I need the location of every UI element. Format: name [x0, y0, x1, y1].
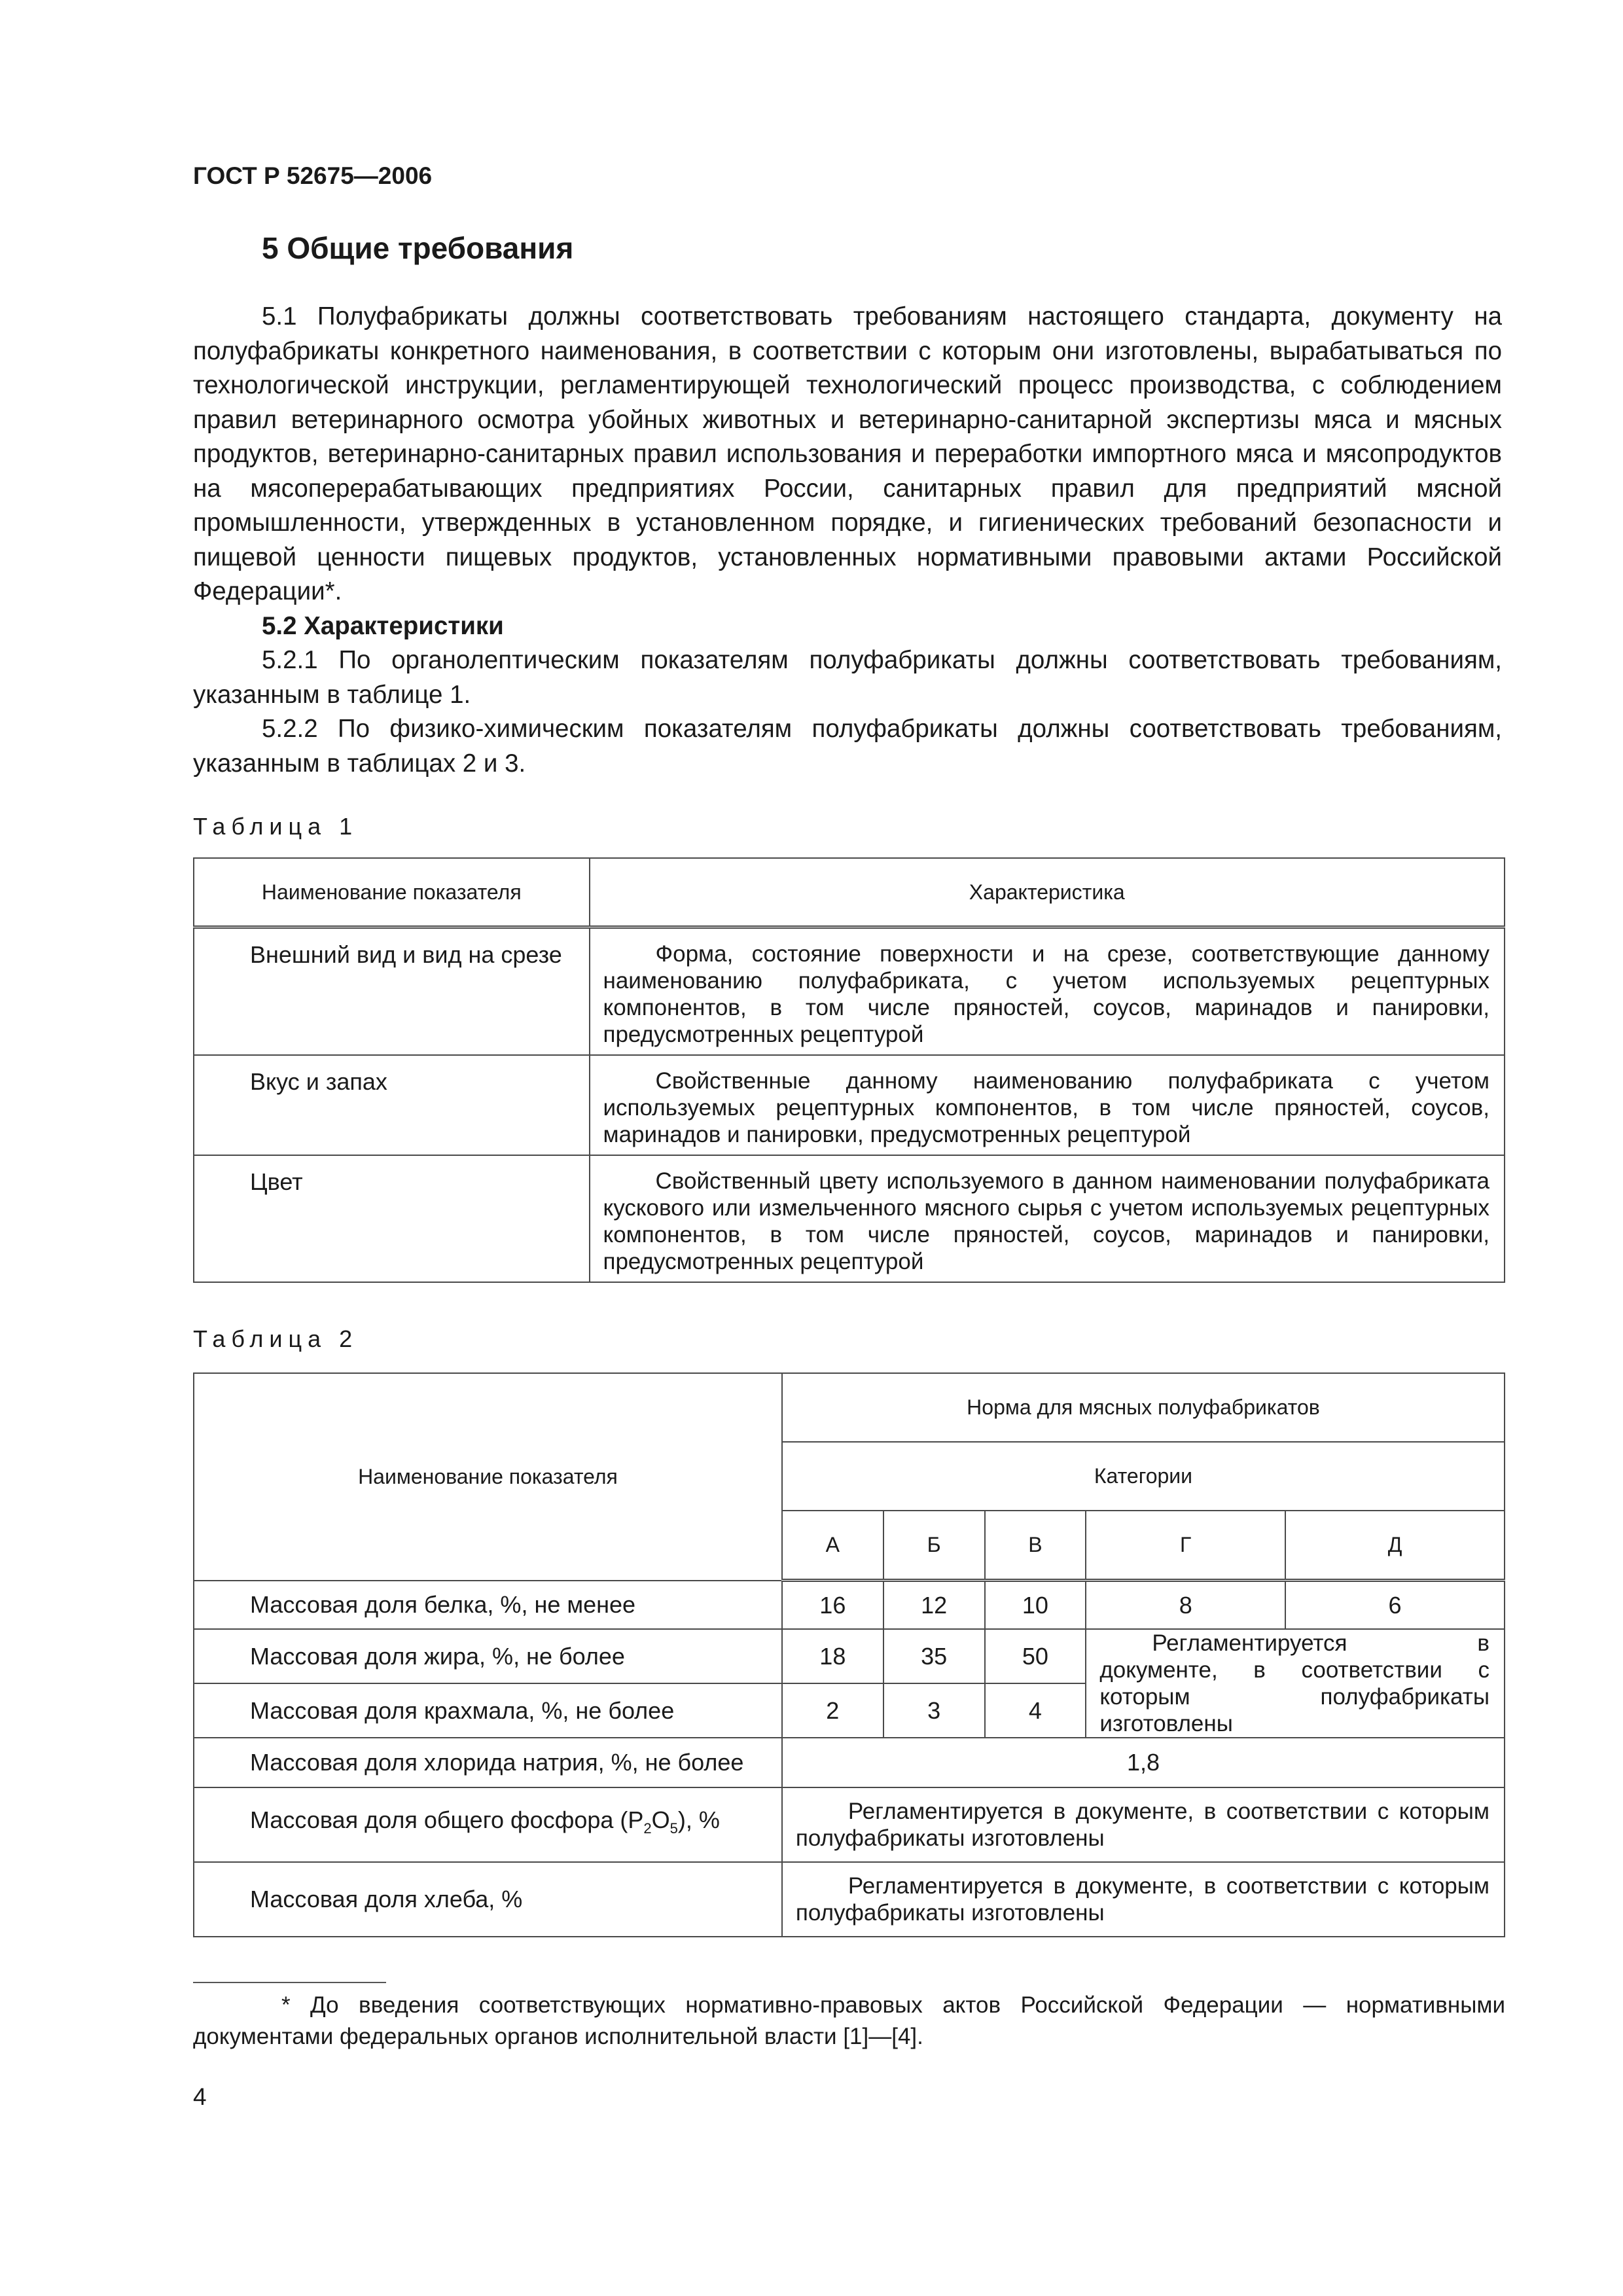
table-row [194, 1787, 1505, 1862]
table-1 [193, 857, 1505, 1283]
category-header: Г [1086, 1511, 1285, 1581]
table-2-caption: Таблица 2 [193, 1325, 359, 1352]
table-1-caption: Таблица 1 [193, 813, 359, 840]
row-name: Внешний вид и вид на срезе [194, 927, 590, 1056]
table-header-row [194, 1373, 1505, 1442]
column-header-characteristic: Характеристика [590, 858, 1505, 927]
section-title: 5 Общие требования [262, 231, 574, 265]
table-cell: 3 [883, 1683, 985, 1738]
table-row [194, 1862, 1505, 1937]
regulation-note-cell: Регламентируется в документе, в соответствии с которым полуфабрикаты изготовлены [1086, 1629, 1505, 1738]
category-header: Б [883, 1511, 985, 1581]
subsection-heading-5-2: 5.2 Характеристики [262, 611, 504, 640]
paragraph-5-2-1: 5.2.1 По органолептическим показателям полуфабрикаты должны соответствовать требованиям, указанным в таблице 1. [193, 646, 1502, 709]
row-name: Цвет [194, 1155, 590, 1282]
row-name: Массовая доля хлорида натрия, %, не более [194, 1738, 782, 1787]
row-characteristic: Свойственные данному наименованию полуфабриката с учетом используемых рецептурных компонентов, в том числе пряностей, соусов, маринадов и панировки, предусмотренных рецептурой [590, 1055, 1505, 1155]
table-cell: 10 [985, 1581, 1086, 1629]
row-name: Массовая доля жира, %, не более [194, 1629, 782, 1683]
table-cell: 35 [883, 1629, 985, 1683]
category-header: Д [1285, 1511, 1505, 1581]
row-name: Массовая доля крахмала, %, не более [194, 1683, 782, 1738]
table-header-row [194, 858, 1505, 927]
column-header-categories: Категории [782, 1442, 1505, 1511]
column-header-norm: Норма для мясных полуфабрикатов [782, 1373, 1505, 1442]
footnote: * До введения соответствующих нормативно-правовых актов Российской Федерации — нормативными документами федеральных органов исполнительной власти [1]—[4]. [193, 1992, 1505, 2049]
column-header-name: Наименование показателя [194, 1373, 782, 1581]
paragraph-5-2-2: 5.2.2 По физико-химическим показателям полуфабрикаты должны соответствовать требованиям, указанным в таблицах 2 и 3. [193, 715, 1502, 778]
row-name: Вкус и запах [194, 1055, 590, 1155]
table-row [194, 1055, 1505, 1155]
category-header: А [782, 1511, 883, 1581]
table-cell: 2 [782, 1683, 883, 1738]
table-cell: 6 [1285, 1581, 1505, 1629]
body-text [193, 300, 1502, 781]
category-header: В [985, 1511, 1086, 1581]
table-row [194, 1629, 1505, 1683]
table-row [194, 927, 1505, 1056]
row-characteristic: Форма, состояние поверхности и на срезе, соответствующие данному наименованию полуфабриката, с учетом используемых рецептурных компонентов, в том числе пряностей, соусов, маринадов и панировки, предусмотренных рецептурой [590, 927, 1505, 1056]
regulation-note-cell: Регламентируется в документе, в соответствии с которым полуфабрикаты изготовлены [782, 1787, 1505, 1862]
row-characteristic: Свойственный цвету используемого в данном наименовании полуфабриката кускового или измельченного мясного сырья с учетом используемых рецептурных компонентов, в том числе пряностей, соусов, маринадов и панировки, предусмотренных рецептурой [590, 1155, 1505, 1282]
table-row [194, 1581, 1505, 1629]
table-cell: 4 [985, 1683, 1086, 1738]
table-2 [193, 1372, 1505, 1937]
row-name: Массовая доля белка, %, не менее [194, 1581, 782, 1629]
document-code: ГОСТ Р 52675—2006 [193, 162, 433, 189]
table-cell: 8 [1086, 1581, 1285, 1629]
column-header-name: Наименование показателя [194, 858, 590, 927]
table-row [194, 1155, 1505, 1282]
table-row [194, 1738, 1505, 1787]
table-cell: 16 [782, 1581, 883, 1629]
row-name: Массовая доля общего фосфора $(P_2O_5)$, % [194, 1787, 782, 1862]
table-cell: 12 [883, 1581, 985, 1629]
page-number: 4 [193, 2083, 207, 2110]
paragraph-5-1: 5.1 Полуфабрикаты должны соответствовать требованиям настоящего стандарта, документу на полуфабрикаты конкретного наименования, в соответствии с которым они изготовлены, вырабатываться по технологической инструкции, регламентирующей технологический процесс производства, с соблюдением правил ветеринарного осмотра убойных животных и ветеринарно-санитарной экспертизы мяса и мясных продуктов, ветеринарно-санитарных правил использования и переработки импортного мяса и мясопродуктов на мясоперерабатывающих предприятиях России, санитарных правил для предприятий мясной промышленности, утвержденных в установленном порядке, и гигиенических требований безопасности и пищевой ценности пищевых продуктов, установленных нормативными правовыми актами Российской Федерации*. [193, 302, 1502, 605]
table-cell: 1,8 [782, 1738, 1505, 1787]
row-name: Массовая доля хлеба, % [194, 1862, 782, 1937]
footnote-divider [193, 1982, 386, 1983]
regulation-note-cell: Регламентируется в документе, в соответствии с которым полуфабрикаты изготовлены [782, 1862, 1505, 1937]
table-cell: 50 [985, 1629, 1086, 1683]
table-cell: 18 [782, 1629, 883, 1683]
